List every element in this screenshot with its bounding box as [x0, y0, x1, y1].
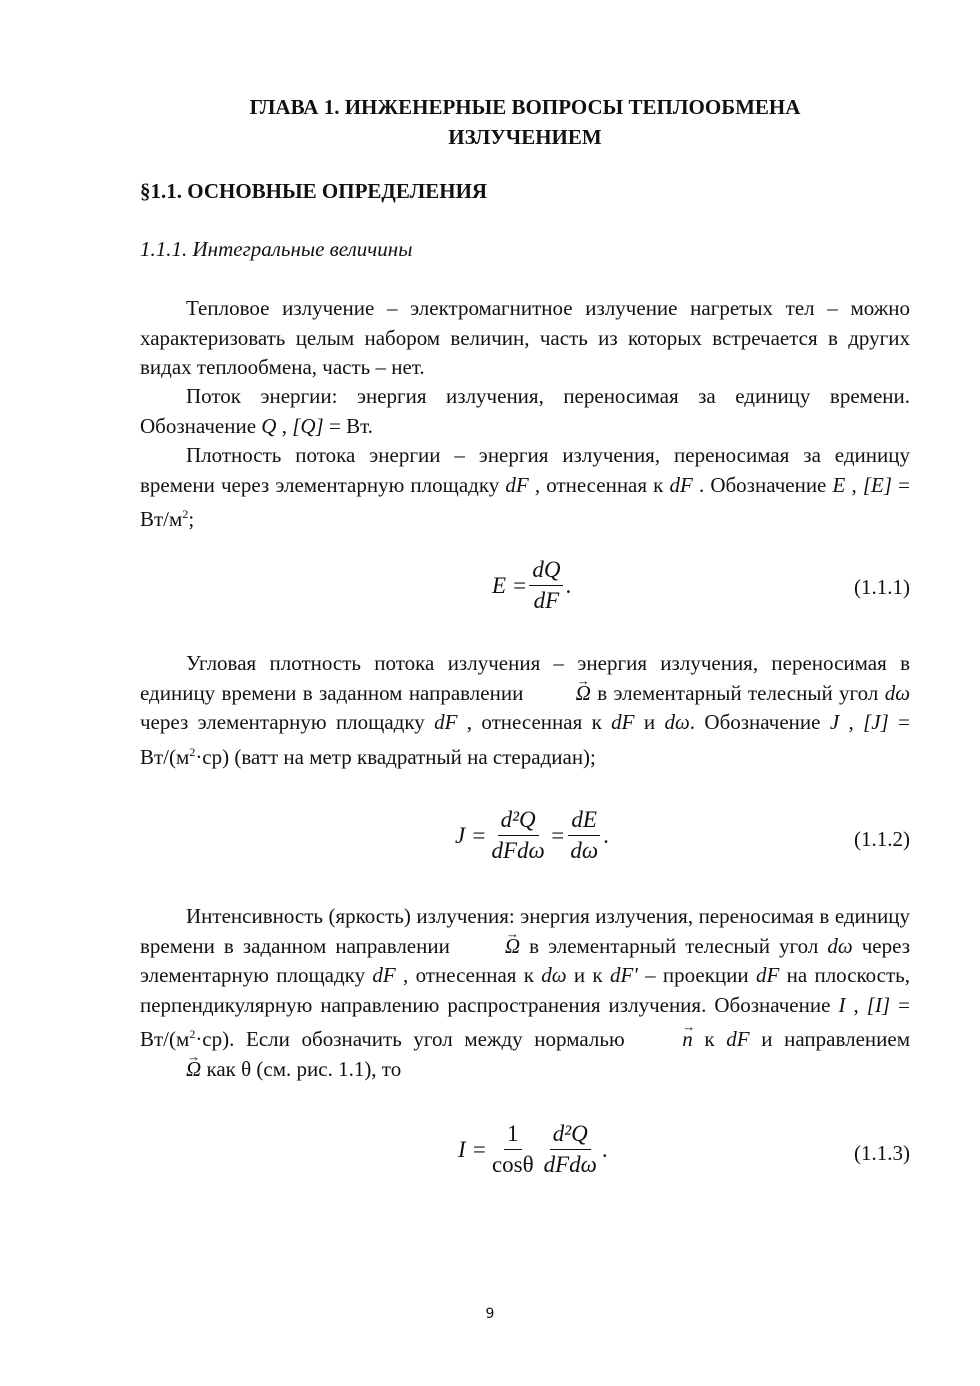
- equation-number: (1.1.3): [854, 1141, 910, 1165]
- symbol-j: J: [829, 710, 840, 734]
- fraction-numerator: 1: [504, 1119, 522, 1150]
- fraction-denominator: dFdω: [543, 1152, 597, 1177]
- superscript: 2: [182, 507, 189, 521]
- symbol-omega-vector: → Ω: [530, 679, 591, 709]
- equation-number: (1.1.1): [854, 575, 910, 599]
- chapter-title-line1: ГЛАВА 1. ИНЖЕНЕРНЫЕ ВОПРОСЫ ТЕПЛООБМЕНА: [249, 95, 801, 119]
- fraction: [488, 805, 547, 866]
- equation-1-1-2: [140, 805, 910, 885]
- paragraph-text: ·ср). Если обозначить угол между нормалью: [195, 1027, 637, 1051]
- fraction-denominator: dFdω: [491, 838, 545, 863]
- symbol-domega: dω: [541, 963, 567, 987]
- symbol-j-units: [J]: [863, 710, 889, 734]
- equation-tail: .: [601, 1136, 608, 1162]
- paragraph-text: ·ср) (ватт на метр квадратный на стерадиан);: [195, 744, 596, 769]
- paragraph-text: , отнесенная к: [528, 472, 670, 497]
- separator: ,: [276, 413, 293, 438]
- symbol-normal-vector: → n: [636, 1025, 693, 1055]
- fraction-numerator: d²Q: [550, 1119, 591, 1150]
- paragraph-text: . Обозначение: [692, 472, 833, 497]
- symbol-df: dF: [372, 963, 396, 987]
- fraction-numerator: dE: [568, 805, 600, 836]
- equation-1-1-3: [140, 1119, 910, 1199]
- superscript: 2: [189, 744, 196, 759]
- paragraph-text: – проекции: [637, 963, 756, 987]
- equation-tail: .: [603, 822, 609, 848]
- paragraph-text: Тепловое излучение – электромагнитное излучение нагретых тел – можно характеризовать целым набором величин, часть из которых встречается в других видах теплообмена, часть – нет.: [140, 296, 910, 379]
- paragraph-text: на плоскость, перпендикулярную направлению распространения излучения. Обозначение: [140, 963, 911, 1017]
- separator: ,: [839, 710, 864, 734]
- symbol-omega-vector: → Ω: [140, 1055, 201, 1085]
- superscript: 2: [189, 1027, 196, 1041]
- paragraph-text: = Вт/(м: [140, 992, 911, 1051]
- paragraph-text: и направлением: [749, 1027, 911, 1051]
- symbol-domega: dω: [664, 710, 690, 734]
- paragraph-flux-density: [140, 441, 910, 535]
- fraction-numerator: dQ: [529, 555, 563, 586]
- symbol-df: dF: [434, 710, 458, 734]
- fraction-denominator: dω: [570, 838, 599, 863]
- equation-1-1-1: [140, 555, 910, 635]
- paragraph-intensity: [140, 902, 910, 1084]
- paragraph-text: в элементарный телесный угол: [590, 680, 885, 705]
- fraction-denominator: dF: [533, 588, 560, 613]
- symbol-df: dF: [726, 1027, 750, 1051]
- symbol-e: E: [832, 472, 846, 497]
- equation-number: (1.1.2): [854, 827, 910, 851]
- equals-sign: =: [549, 822, 566, 848]
- paragraph-text: = Вт/м: [140, 472, 911, 531]
- chapter-title-line2: ИЗЛУЧЕНИЕМ: [448, 125, 602, 149]
- symbol-i-units: [I]: [866, 992, 891, 1017]
- paragraph-angular-flux-density: [140, 649, 910, 772]
- symbol-q: Q: [261, 413, 277, 438]
- symbol-df: dF: [755, 963, 780, 987]
- fraction-denominator: cosθ: [491, 1152, 534, 1177]
- symbol-df: dF: [611, 710, 635, 734]
- section-heading: §1.1. ОСНОВНЫЕ ОПРЕДЕЛЕНИЯ: [140, 179, 488, 203]
- paragraph-text: Плотность потока энергии – энергия излучения, переносимая за единицу времени через элементарную площадку: [140, 443, 910, 497]
- paragraph-text: , отнесенная к: [457, 710, 612, 734]
- paragraph-text: Интенсивность (яркость) излучения: энергия излучения, переносимая в единицу времени в заданном направлении: [140, 904, 910, 958]
- paragraph-text: Поток энергии: энергия излучения, переносимая за единицу времени. Обозначение: [140, 384, 910, 438]
- separator: ,: [845, 992, 867, 1017]
- fraction: [567, 805, 601, 866]
- symbol-e-units: [E]: [862, 472, 893, 497]
- equation-lhs: I =: [458, 1136, 487, 1162]
- symbol-df: dF: [505, 472, 529, 497]
- paragraph-text: в элементарный телесный угол: [520, 933, 828, 958]
- symbol-i: I: [838, 992, 846, 1017]
- paragraph-thermal-radiation: [140, 294, 910, 383]
- equation-lhs: E =: [492, 572, 528, 598]
- paragraph-text: = Вт.: [323, 413, 373, 438]
- paragraph-text: ;: [188, 507, 195, 531]
- paragraph-text: как θ (см. рис. 1.1), то: [201, 1056, 402, 1081]
- subsection-heading: 1.1.1. Интегральные величины: [140, 237, 413, 261]
- fraction-numerator: d²Q: [498, 805, 539, 836]
- symbol-q-units: [Q]: [292, 413, 324, 438]
- paragraph-text: Угловая плотность потока излучения – энергия излучения, переносимая в единицу времени в заданном направлении: [140, 651, 910, 705]
- chapter-title: [140, 92, 910, 152]
- paragraph-text: , отнесенная к: [395, 963, 542, 987]
- separator: ,: [845, 472, 863, 497]
- symbol-omega-vector: → Ω: [459, 932, 520, 962]
- symbol-domega: dω: [827, 933, 853, 958]
- paragraph-text: через элементарную площадку: [140, 933, 910, 987]
- fraction: [541, 1119, 600, 1180]
- page-number: 9: [485, 1306, 495, 1322]
- paragraph-energy-flux: [140, 382, 910, 441]
- paragraph-text: . Обозначение: [689, 710, 830, 734]
- paragraph-text: и: [634, 710, 665, 734]
- fraction: [489, 1119, 537, 1180]
- paragraph-text: и к: [566, 963, 610, 987]
- symbol-df: dF: [669, 472, 693, 497]
- paragraph-text: к: [692, 1027, 727, 1051]
- symbol-df-prime: dF': [609, 963, 638, 987]
- fraction: [529, 555, 563, 616]
- paragraph-text: через элементарную площадку: [140, 710, 435, 734]
- equation-lhs: J =: [455, 822, 487, 848]
- equation-tail: .: [565, 572, 572, 598]
- paragraph-text: = Вт/(м: [140, 710, 911, 769]
- symbol-domega: dω: [884, 680, 911, 705]
